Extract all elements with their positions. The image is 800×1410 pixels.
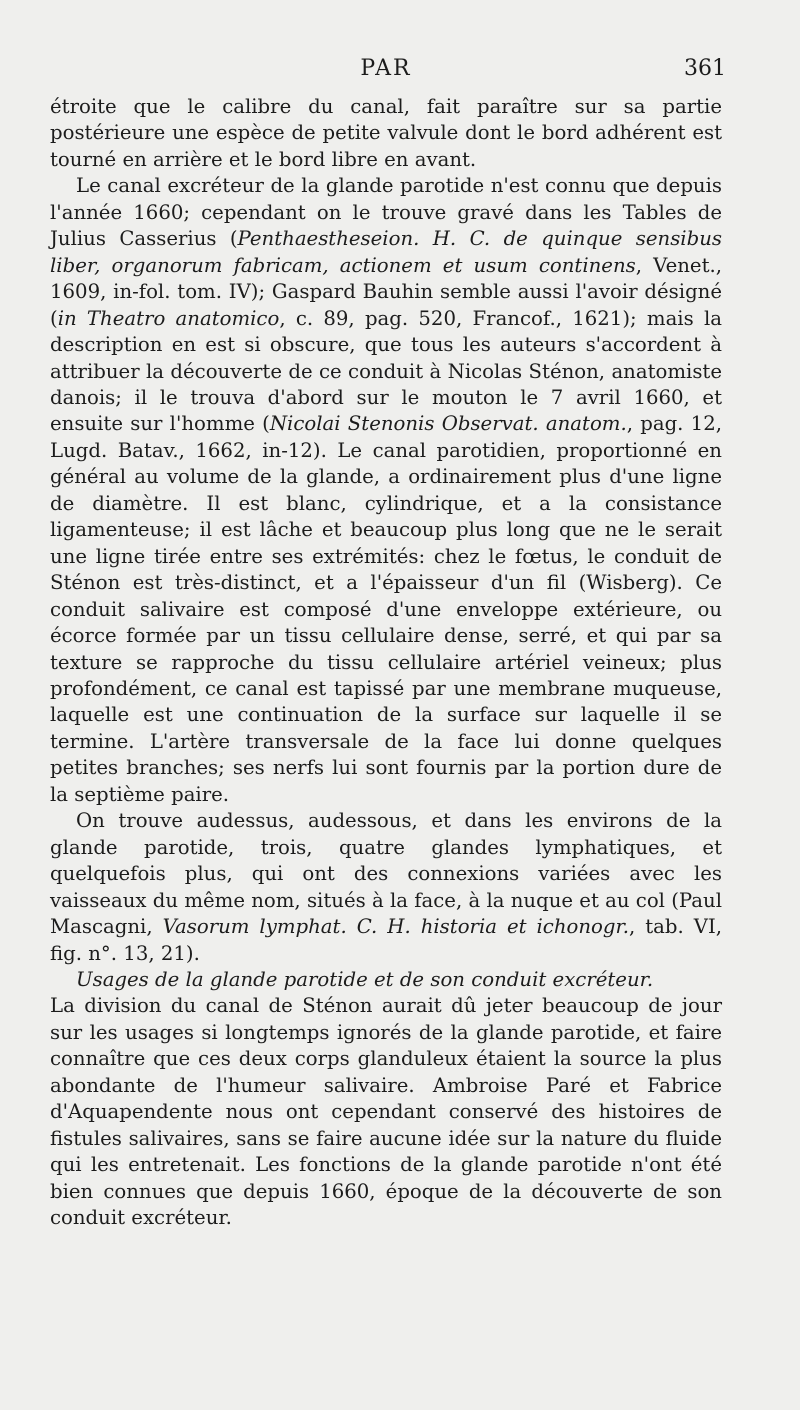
text-run: , c. 89, pag. 520, Francof., 1621); mais la description en est si obscure, que tous les auteurs s'accordent à attribuer la découverte de ce conduit à Nicolas Sténon, anatomiste danois; il le trouva d'abord sur le mouton le 7 avril 1660, et ensuite sur l'homme ( — [50, 306, 722, 436]
page-header — [50, 56, 726, 90]
text-run: Le canal excréteur de la glande parotide n'est connu que depuis l'année 1660; cependant on le trouve gravé dans les Tables de Julius Casserius ( — [50, 174, 722, 251]
paragraph — [50, 173, 722, 808]
text-run: , pag. 12, Lugd. Batav., 1662, in-12). Le canal parotidien, proportionné en général au volume de la glande, a ordinairement plus d'une ligne de diamètre. Il est blanc, cylindrique, et a la consistance ligamenteuse; il est lâche et beaucoup plus long que ne le serait une ligne tirée entre ses extrémités: chez le fœtus, le conduit de Sténon est très-distinct, et a l'épaisseur d'un fil (Wisberg). Ce conduit salivaire est composé d'une enveloppe extérieure, ou écorce formée par un tissu cellulaire dense, serré, et qui par sa texture se rapproche du tissu cellulaire artériel veineux; plus profondément, ce canal est tapissé par une membrane muqueuse, laquelle est une continuation de la surface sur laquelle il se termine. L'artère transversale de la face lui donne quelques petites branches; ses nerfs lui sont fournis par la portion dure de la septième paire. — [50, 412, 722, 806]
book-page — [50, 56, 726, 1231]
italic-text: Usages de la glande parotide et de son conduit excréteur. — [76, 967, 654, 991]
paragraph — [50, 808, 722, 967]
italic-text: Vasorum lymphat. C. H. historia et ichonogr. — [162, 915, 630, 939]
paragraph — [50, 94, 722, 173]
text-run: étroite que le calibre du canal, fait paraître sur sa partie postérieure une espèce de petite valvule dont le bord adhérent est tourné en arrière et le bord libre en avant. — [50, 95, 722, 171]
section-heading — [50, 967, 722, 993]
text-run: On trouve audessus, audessous, et dans les environs de la glande parotide, trois, quatre glandes lymphatiques, et quelquefois plus, qui ont des connexions variées avec les vaisseaux du même nom, situés à la face, à la nuque et au col (Paul Mascagni, — [50, 809, 722, 939]
running-head: PAR — [360, 56, 412, 81]
text-run: , Venet., 1609, in-fol. tom. IV); Gaspard Bauhin semble aussi l'avoir désigné ( — [50, 253, 723, 330]
text-run: , tab. VI, fig. n°. 13, 21). — [50, 915, 722, 965]
italic-text: in Theatro anatomico — [57, 306, 280, 330]
paragraph — [50, 993, 722, 1231]
body-text — [50, 94, 722, 1231]
italic-text: Nicolai Stenonis Observat. anatom. — [269, 412, 627, 436]
italic-text: Penthaestheseion. H. C. de quinque sensibus liber, organorum fabricam, actionem et usum continens — [50, 227, 722, 277]
page-number: 361 — [684, 56, 726, 81]
text-run: La division du canal de Sténon aurait dû jeter beaucoup de jour sur les usages si longtemps ignorés de la glande parotide, et faire connaître que ces deux corps glanduleux étaient la source la plus abondante de l'humeur salivaire. Ambroise Paré et Fabrice d'Aquapendente nous ont cependant conservé des histoires de fistules salivaires, sans se faire aucune idée sur la nature du fluide qui les entretenait. Les fonctions de la glande parotide n'ont été bien connues que depuis 1660, époque de la découverte de son conduit excréteur. — [50, 994, 722, 1230]
